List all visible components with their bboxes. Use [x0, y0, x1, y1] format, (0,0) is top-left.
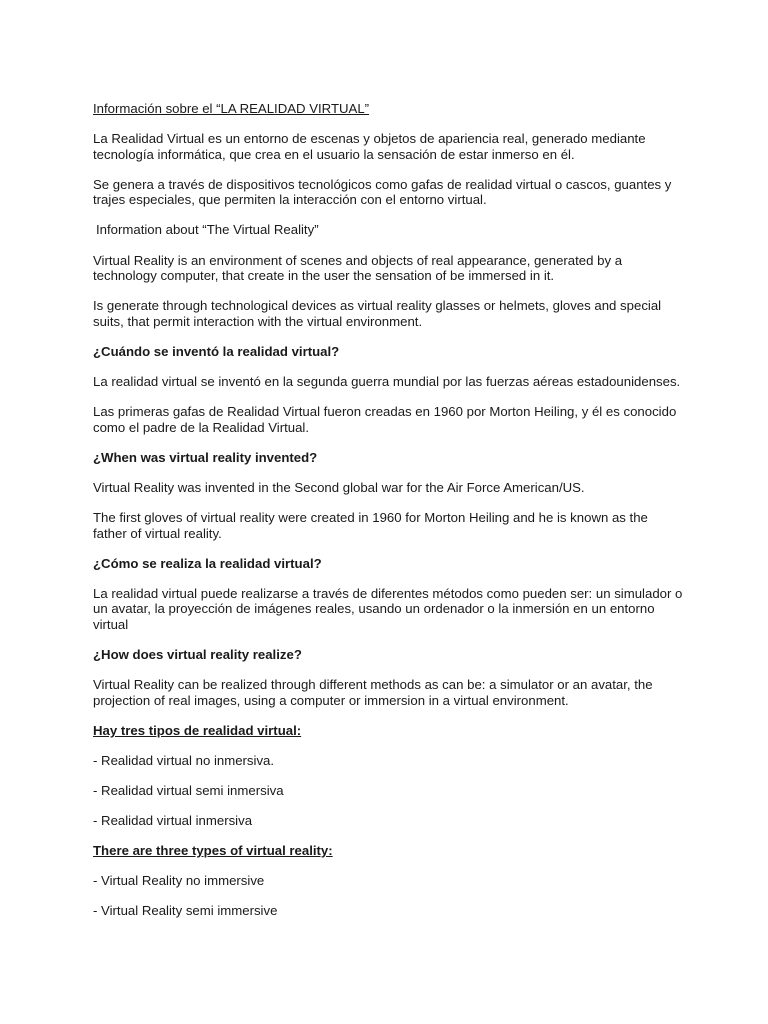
list-item: - Realidad virtual no inmersiva. — [93, 752, 275, 768]
heading-when-en: ¿When was virtual reality invented? — [93, 449, 318, 465]
heading-how-es: ¿Cómo se realiza la realidad virtual? — [93, 555, 322, 571]
paragraph-first-glasses-es: Las primeras gafas de Realidad Virtual fueron creadas en 1960 por Morton Heiling, y él es conocido como el padre de la Realidad Virtual. — [93, 404, 680, 435]
paragraph-es-definition: La Realidad Virtual es un entorno de escenas y objetos de apariencia real, generado mediante tecnología informática, que crea en el usuario la sensación de estar inmerso en él. — [93, 131, 650, 162]
list-item: - Virtual Reality semi immersive — [93, 903, 278, 919]
list-item: - Realidad virtual semi inmersiva — [93, 783, 284, 799]
heading-types-en: There are three types of virtual reality: — [93, 843, 333, 859]
list-item: - Realidad virtual inmersiva — [93, 813, 253, 829]
list-item: - Virtual Reality no immersive — [93, 873, 265, 889]
paragraph-invention-en: Virtual Reality was invented in the Second global war for the Air Force American/US. — [93, 479, 585, 495]
paragraph-invention-es: La realidad virtual se inventó en la segunda guerra mundial por las fuerzas aéreas estadounidenses. — [93, 374, 681, 390]
paragraph-en-devices: Is generate through technological devices as virtual reality glasses or helmets, gloves and special suits, that permit interaction with the virtual environment. — [93, 298, 665, 329]
paragraph-methods-es: La realidad virtual puede realizarse a través de diferentes métodos como pueden ser: un simulador o un avatar, la proyección de imágenes reales, usando un ordenador o la inmersión en un entorno virtual — [93, 585, 687, 632]
paragraph-es-devices: Se genera a través de dispositivos tecnológicos como gafas de realidad virtual o cascos, guantes y trajes especiales, que permiten la interacción con el entorno virtual. — [93, 176, 676, 208]
english-title: Information about “The Virtual Reality” — [96, 222, 319, 238]
paragraph-methods-en: Virtual Reality can be realized through different methods as can be: a simulator or an avatar, the projection of real images, using a computer or immersion in a virtual environment. — [93, 677, 657, 708]
paragraph-first-gloves-en: The first gloves of virtual reality were created in 1960 for Morton Heiling and he is known as the father of virtual reality. — [93, 510, 652, 541]
document-page — [93, 101, 687, 934]
heading-when-es: ¿Cuándo se inventó la realidad virtual? — [93, 343, 340, 359]
heading-how-en: ¿How does virtual reality realize? — [93, 647, 302, 663]
heading-types-es: Hay tres tipos de realidad virtual: — [93, 722, 302, 738]
paragraph-en-definition: Virtual Reality is an environment of scenes and objects of real appearance, generated by a technology computer, that create in the user the sensation of be immersed in it. — [93, 252, 626, 284]
document-title: Información sobre el “LA REALIDAD VIRTUAL” — [93, 101, 370, 116]
